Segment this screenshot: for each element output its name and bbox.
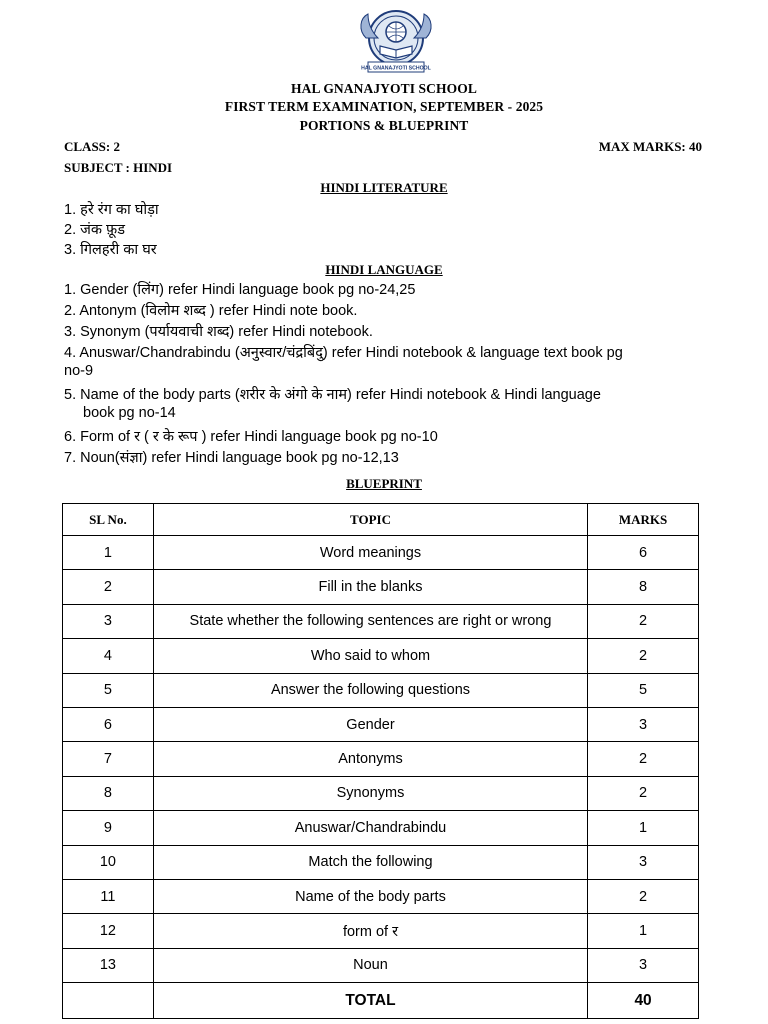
topic-cell: Who said to whom [153,639,587,673]
max-marks-label: MAX MARKS: 40 [598,139,702,154]
document-subtitle: PORTIONS & BLUEPRINT [299,118,469,133]
literature-item: 3. गिलहरी का घर [64,242,157,258]
literature-heading: HINDI LITERATURE [320,180,448,195]
table-row [63,879,699,913]
marks-cell: 2 [588,776,699,810]
school-logo [356,8,436,76]
table-header-row [63,504,699,536]
total-label: TOTAL [153,983,587,1019]
table-row [63,776,699,810]
sl-no-cell: 12 [63,914,154,948]
table-row [63,570,699,604]
topic-cell: Match the following [153,845,587,879]
blueprint-heading: BLUEPRINT [346,476,422,491]
marks-cell: 1 [588,811,699,845]
topic-cell: Fill in the blanks [153,570,587,604]
marks-cell: 3 [588,707,699,741]
table-row [63,536,699,570]
logo-text: HAL GNANAJYOTI SCHOOL [361,65,431,72]
topic-cell: Answer the following questions [153,673,587,707]
marks-cell: 2 [588,639,699,673]
table-row [63,948,699,982]
literature-item: 2. जंक फ़ूड [64,222,125,238]
subject-label: SUBJECT : HINDI [64,160,173,175]
topic-cell: Word meanings [153,536,587,570]
column-header-topic: TOPIC [153,504,587,536]
total-marks: 40 [588,983,699,1019]
marks-cell: 2 [588,604,699,638]
literature-item: 1. हरे रंग का घोड़ा [64,202,159,218]
topic-cell: Antonyms [153,742,587,776]
table-row [63,914,699,948]
school-name: HAL GNANAJYOTI SCHOOL [291,81,477,96]
table-row [63,811,699,845]
table-row [63,707,699,741]
marks-cell: 5 [588,673,699,707]
total-empty-cell [63,983,154,1019]
language-item: 4. Anuswar/Chandrabindu (अनुस्वार/चंद्रबिंदु) refer Hindi notebook & language text book pg [64,345,623,361]
marks-cell: 2 [588,879,699,913]
sl-no-cell: 1 [63,536,154,570]
table-row [63,845,699,879]
marks-cell: 6 [588,536,699,570]
table-row [63,742,699,776]
sl-no-cell: 8 [63,776,154,810]
topic-cell: form of र [153,914,587,948]
topic-cell: Anuswar/Chandrabindu [153,811,587,845]
sl-no-cell: 11 [63,879,154,913]
language-item: 3. Synonym (पर्यायवाची शब्द) refer Hindi notebook. [64,324,373,340]
sl-no-cell: 9 [63,811,154,845]
sl-no-cell: 10 [63,845,154,879]
marks-cell: 3 [588,948,699,982]
marks-cell: 1 [588,914,699,948]
language-item: 2. Antonym (विलोम शब्द ) refer Hindi note book. [64,303,358,319]
sl-no-cell: 4 [63,639,154,673]
language-item-continued: book pg no-14 [83,405,176,421]
language-item: 1. Gender (लिंग) refer Hindi language book pg no-24,25 [64,282,416,298]
sl-no-cell: 3 [63,604,154,638]
topic-cell: Synonyms [153,776,587,810]
language-item: 7. Noun(संज्ञा) refer Hindi language book pg no-12,13 [64,450,399,466]
blueprint-table [62,503,699,1019]
language-heading: HINDI LANGUAGE [325,262,443,277]
marks-cell: 3 [588,845,699,879]
total-row [63,983,699,1019]
topic-cell: State whether the following sentences are right or wrong [153,604,587,638]
table-row [63,673,699,707]
table-row [63,639,699,673]
marks-cell: 8 [588,570,699,604]
table-row [63,604,699,638]
sl-no-cell: 7 [63,742,154,776]
topic-cell: Name of the body parts [153,879,587,913]
column-header-sl-no: SL No. [63,504,154,536]
topic-cell: Noun [153,948,587,982]
exam-title: FIRST TERM EXAMINATION, SEPTEMBER - 2025 [224,99,544,114]
language-item: 5. Name of the body parts (शरीर के अंगो के नाम) refer Hindi notebook & Hindi language [64,387,601,403]
language-item: 6. Form of र ( र के रूप ) refer Hindi language book pg no-10 [64,429,438,445]
sl-no-cell: 5 [63,673,154,707]
class-label: CLASS: 2 [64,139,120,154]
column-header-marks: MARKS [588,504,699,536]
sl-no-cell: 6 [63,707,154,741]
sl-no-cell: 13 [63,948,154,982]
language-item-continued: no-9 [64,363,94,379]
marks-cell: 2 [588,742,699,776]
topic-cell: Gender [153,707,587,741]
blueprint-table-body [63,536,699,983]
sl-no-cell: 2 [63,570,154,604]
